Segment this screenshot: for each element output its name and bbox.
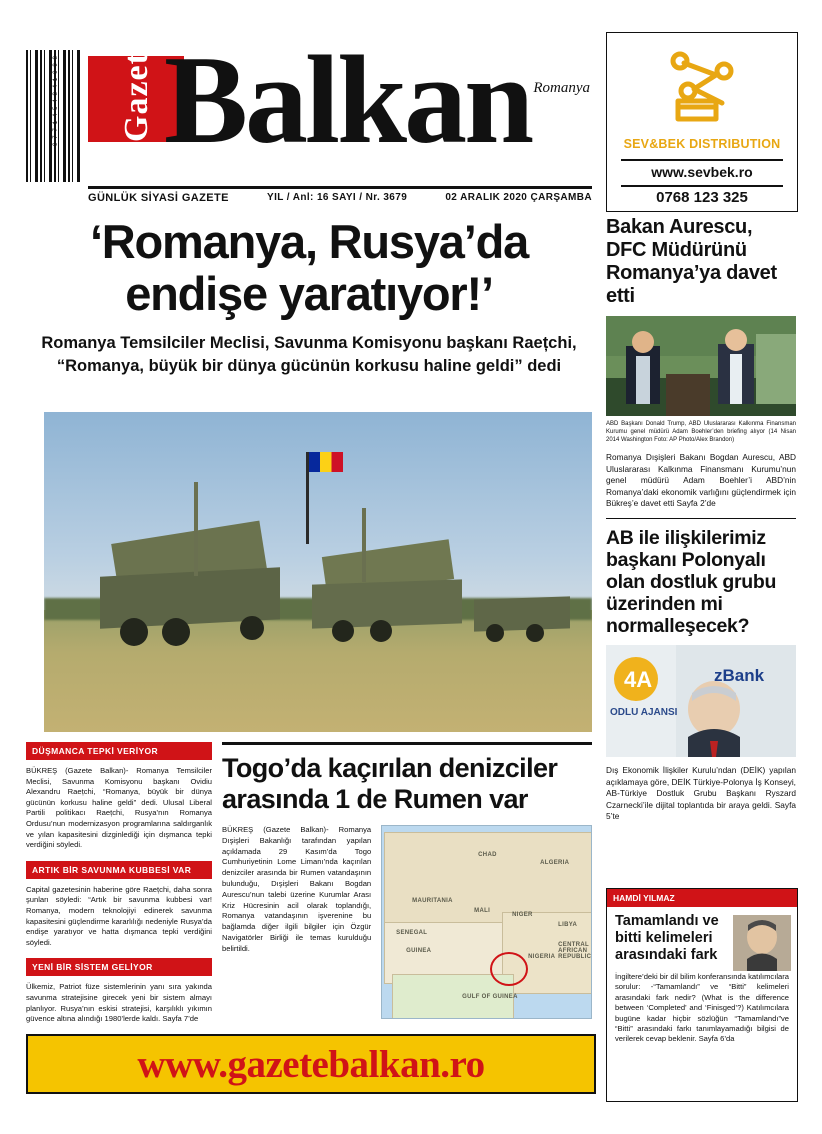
masthead-divider bbox=[88, 186, 592, 189]
barcode-digits: 9 7 7 1 4 5 4 8 4 1 0 0 8 bbox=[52, 56, 59, 147]
left-body-1: BÜKREŞ (Gazete Balkan)- Romanya Temsilciler Meclisi, Savunma Komisyonu başkanı Ovidiu Alexandru Raețchi, “Romanya, büyük bir dünya gücünün korkusu haline geldi” dedi. Ulusal Liberal Partili politikacı Raețchi, Rusya’nın Romanya Ordusu’nun modernizasyon programlarına saldırganlık ve yılan kapasitesini dizginlediği için dışmanca tepki verdiğini söyledi. bbox=[26, 766, 212, 850]
kicker-1: DÜŞMANCA TEPKİ VERİYOR bbox=[26, 742, 212, 760]
right-story1-caption: ABD Başkanı Donald Trump, ABD Uluslararası Kalkınma Finansman Kurumu genel müdürü Adam Boehler’den briefing alıyor (14 Nisan 2014 Washington Foto: AP Photo/Alex Brandon) bbox=[606, 421, 796, 443]
center-body-text: BÜKREŞ (Gazete Balkan)- Romanya Dışişleri Bakanlığı tarafından yapılan açıklamada 29 Kasım’da Togo Cumhuriyetinin Lome Limanı’nda kaçırılan denizciler arasında bir Rumen vatandaşının bulunduğu, Dışişleri Bakanı Bogdan Aurescu’nun talebi üzerine Kurumlar Arası Kriz Hücresinin acil olarak toplandığı, Romanya vatandaşının işverenine bu bağlamda diğer ilgili bilgiler için Özgür Navigatörler Birliği ile temas kurulduğu belirtildi. bbox=[222, 825, 372, 953]
center-lower-story bbox=[222, 742, 592, 1019]
masthead-tagline: GÜNLÜK SİYASİ GAZETE bbox=[88, 192, 229, 204]
right-divider-1 bbox=[606, 518, 796, 519]
left-body-3: Ülkemiz, Patriot füze sistemlerinin yanı sıra yakında savunma stratejisine girecek yeni bir sistem almayı planlıyor. Rusya’nın eskisi stratejisi, karşılıklı yıkımın güvence altına alındığı 1980’lerde kaldı. Sayfa 7’de bbox=[26, 982, 212, 1024]
columnist-title: Tamamlandı ve bitti kelimeleri arasındaki fark bbox=[615, 913, 719, 963]
ad-website[interactable]: www.sevbek.ro bbox=[651, 164, 753, 180]
center-divider bbox=[222, 742, 592, 745]
gazete-wordmark: Gazete bbox=[118, 35, 155, 142]
map-label-car: CENTRAL AFRICAN REPUBLIC bbox=[558, 942, 592, 960]
lead-subhead: Romanya Temsilciler Meclisi, Savunma Komisyonu başkanı Raețchi, “Romanya, büyük bir dünya gücünün korkusu haline geldi” dedi bbox=[41, 334, 577, 375]
map-label-libya: ALGERIA bbox=[540, 860, 570, 866]
masthead-issue: YIL / Anl: 16 SAYI / Nr. 3679 bbox=[267, 192, 408, 203]
masthead-title: Balkan bbox=[164, 31, 532, 170]
lead-headline: ‘Romanya, Rusya’da endişe yaratıyor!’ bbox=[89, 215, 529, 320]
lead-story bbox=[26, 216, 592, 378]
columnist-text: İngiltere’deki bir dil bilim konferansında katılımcılara sorulur: -“Tamamlandı” ve “Bitti” kelimeleri arasındaki fark nedir? (What is the difference between ‘Completed’ and ‘Finisged’?) Katılımcılara bugüne kadar hiçbir sözlüğün “Tamamlandı”ve “Bitti” arasındaki farkı tanımlayamadığı bilgisi de verilerek cevap beklenir. Sayfa 6’da bbox=[615, 972, 789, 1044]
map-label-nigeria: NIGERIA bbox=[528, 954, 556, 960]
west-africa-map bbox=[381, 825, 592, 1019]
right-story1-body: Romanya Dışişleri Bakanı Bogdan Aurescu, ABD Uluslararası Kalkınma Finansmanı Kurumu’nun genel müdürü Adam Boehler’i ABD’nin Romanya’daki ekonomik varlığını güçlendirmek için Bükreş’e davet etti Sayfa 2’de bbox=[606, 452, 796, 509]
map-label-chad: LIBYA bbox=[558, 922, 578, 928]
columnist-portrait bbox=[733, 915, 791, 971]
map-label-mali: MALI bbox=[474, 908, 491, 914]
website-banner-text: www.gazetebalkan.ro bbox=[137, 1042, 485, 1086]
map-highlight-togo bbox=[490, 952, 528, 986]
map-label-mauritania: MAURITANIA bbox=[412, 898, 453, 904]
masthead-subbar bbox=[88, 192, 592, 204]
left-lower-column bbox=[26, 742, 212, 1025]
website-banner[interactable] bbox=[26, 1034, 596, 1094]
map-label-gulf: GULF OF GUINEA bbox=[462, 994, 518, 1000]
right-story2-title: AB ile ilişkilerimiz başkanı Polonyalı olan dostluk grubu üzerinden mi normalleşecek? bbox=[606, 526, 777, 637]
masthead bbox=[26, 31, 592, 208]
masthead-date: 02 ARALIK 2020 ÇARŞAMBA bbox=[445, 192, 592, 203]
missile-launcher-photo bbox=[44, 412, 592, 732]
svg-text:zBank: zBank bbox=[714, 665, 765, 685]
svg-text:4A: 4A bbox=[624, 666, 653, 692]
map-label-niger: NIGER bbox=[512, 912, 533, 918]
ad-divider-bottom bbox=[621, 185, 783, 187]
map-label-senegal: SENEGAL bbox=[396, 930, 428, 936]
map-label-algeria: CHAD bbox=[478, 852, 497, 858]
svg-text:ODLU AJANSI: ODLU AJANSI bbox=[610, 706, 678, 718]
advertisement-box[interactable] bbox=[606, 32, 798, 212]
kicker-2: ARTIK BİR SAVUNMA KUBBESİ VAR bbox=[26, 861, 212, 879]
columnist-box bbox=[606, 888, 798, 1102]
distribution-logo-icon bbox=[654, 45, 750, 136]
masthead-country: Romanya bbox=[533, 80, 590, 96]
diplomat-portrait-photo bbox=[606, 645, 796, 757]
left-body-2: Capital gazetesinin haberine göre Raețchi, daha sonra şunları söyledi: “Artık bir savunma kubbesi var! Romanya, modern teknolojiyi edinerek savunma kapasitesini güçlendirme kararlılığı nedeniyle Rusya’da endişe yaratıyor ve hatta dışmanca tepki verdiğini söyledi. bbox=[26, 884, 212, 947]
ad-divider-top bbox=[621, 159, 783, 161]
ad-phone: 0768 123 325 bbox=[656, 189, 748, 206]
romania-flag-icon bbox=[309, 452, 343, 472]
trump-press-conference-photo bbox=[606, 316, 796, 416]
center-headline: Togo’da kaçırılan denizciler arasında 1 de Rumen var bbox=[222, 753, 558, 814]
ad-company-name: SEV&BEK DISTRIBUTION bbox=[623, 137, 781, 151]
right-column bbox=[606, 216, 796, 823]
right-story1-title: Bakan Aurescu, DFC Müdürünü Romanya’ya davet etti bbox=[606, 216, 777, 307]
kicker-3: YENİ BİR SİSTEM GELİYOR bbox=[26, 958, 212, 976]
right-story2-body: Dış Ekonomik İlişkiler Kurulu’ndan (DEİK) yapılan açıklamaya göre, DEİK Türkiye-Polonya İş Konseyi, AB-Türkiye Dostluk Grubu Başkanı Ryszard Czarnecki’ile dijital toplantıda bir araya geldi. Sayfa 5’te bbox=[606, 764, 796, 822]
columnist-name-badge: HAMDİ YILMAZ bbox=[607, 889, 797, 907]
map-label-guinea: GUINEA bbox=[406, 948, 432, 954]
